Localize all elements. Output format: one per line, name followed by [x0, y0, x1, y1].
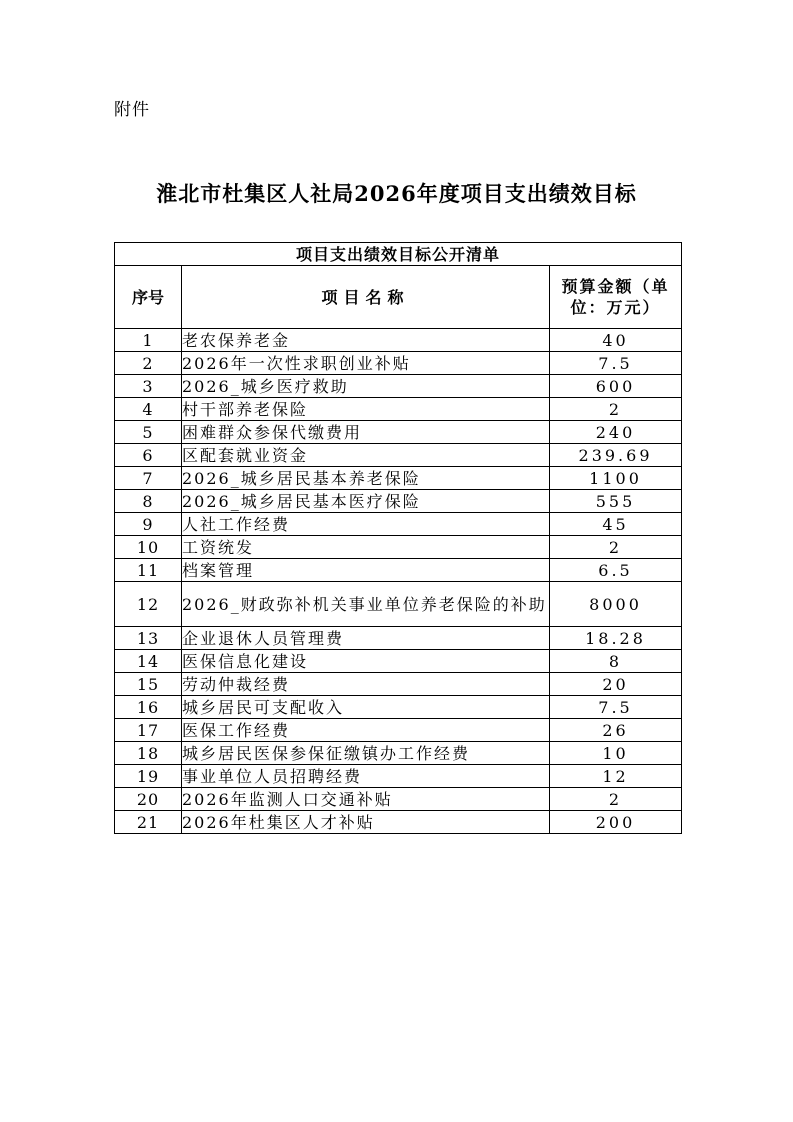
row-name-cell: 人社工作经费 [182, 513, 550, 536]
attachment-label: 附件 [114, 100, 150, 120]
table-body [115, 329, 682, 834]
row-budget-cell: 2 [550, 788, 682, 811]
row-budget-cell: 600 [550, 375, 682, 398]
table-row [115, 352, 682, 375]
table-row [115, 765, 682, 788]
row-name-cell: 2026_城乡居民基本医疗保险 [182, 490, 550, 513]
column-header-name: 项目名称 [182, 266, 550, 329]
table-row [115, 719, 682, 742]
row-name-cell: 事业单位人员招聘经费 [182, 765, 550, 788]
row-index-cell: 4 [115, 398, 182, 421]
row-index-cell: 16 [115, 696, 182, 719]
row-name-cell: 困难群众参保代缴费用 [182, 421, 550, 444]
row-index-cell: 13 [115, 627, 182, 650]
row-index-cell: 17 [115, 719, 182, 742]
row-index-cell: 14 [115, 650, 182, 673]
row-index-cell: 9 [115, 513, 182, 536]
row-budget-cell: 239.69 [550, 444, 682, 467]
row-index-cell: 20 [115, 788, 182, 811]
table-row [115, 582, 682, 627]
row-name-cell: 2026年一次性求职创业补贴 [182, 352, 550, 375]
row-index-cell: 18 [115, 742, 182, 765]
row-index-cell: 5 [115, 421, 182, 444]
row-budget-cell: 555 [550, 490, 682, 513]
row-index-cell: 7 [115, 467, 182, 490]
table-row [115, 398, 682, 421]
row-budget-cell: 7.5 [550, 352, 682, 375]
table-row [115, 650, 682, 673]
row-index-cell: 10 [115, 536, 182, 559]
row-name-cell: 城乡居民可支配收入 [182, 696, 550, 719]
table-row [115, 788, 682, 811]
row-budget-cell: 45 [550, 513, 682, 536]
row-name-cell: 档案管理 [182, 559, 550, 582]
row-name-cell: 2026_城乡医疗救助 [182, 375, 550, 398]
performance-target-table [114, 242, 682, 834]
table-row [115, 490, 682, 513]
column-header-budget: 预算金额（单位：万元） [550, 266, 682, 329]
row-name-cell: 村干部养老保险 [182, 398, 550, 421]
row-index-cell: 15 [115, 673, 182, 696]
row-index-cell: 2 [115, 352, 182, 375]
row-name-cell: 2026_财政弥补机关事业单位养老保险的补助 [182, 582, 550, 627]
row-budget-cell: 18.28 [550, 627, 682, 650]
table-row [115, 375, 682, 398]
table-row [115, 467, 682, 490]
row-budget-cell: 6.5 [550, 559, 682, 582]
row-index-cell: 21 [115, 811, 182, 834]
row-index-cell: 19 [115, 765, 182, 788]
row-budget-cell: 7.5 [550, 696, 682, 719]
table-row [115, 673, 682, 696]
row-name-cell: 医保信息化建设 [182, 650, 550, 673]
row-name-cell: 区配套就业资金 [182, 444, 550, 467]
table-row [115, 513, 682, 536]
row-index-cell: 12 [115, 582, 182, 627]
row-name-cell: 2026_城乡居民基本养老保险 [182, 467, 550, 490]
table-row [115, 536, 682, 559]
table-caption: 项目支出绩效目标公开清单 [115, 243, 682, 266]
row-budget-cell: 26 [550, 719, 682, 742]
row-index-cell: 8 [115, 490, 182, 513]
page-title: 淮北市杜集区人社局2026年度项目支出绩效目标 [156, 181, 637, 206]
row-budget-cell: 240 [550, 421, 682, 444]
row-budget-cell: 20 [550, 673, 682, 696]
row-index-cell: 3 [115, 375, 182, 398]
row-budget-cell: 2 [550, 536, 682, 559]
table-row [115, 627, 682, 650]
row-budget-cell: 10 [550, 742, 682, 765]
table-row [115, 444, 682, 467]
row-budget-cell: 40 [550, 329, 682, 352]
table-row [115, 421, 682, 444]
row-budget-cell: 8000 [550, 582, 682, 627]
row-index-cell: 11 [115, 559, 182, 582]
row-name-cell: 劳动仲裁经费 [182, 673, 550, 696]
row-name-cell: 2026年监测人口交通补贴 [182, 788, 550, 811]
table-row [115, 329, 682, 352]
row-name-cell: 企业退休人员管理费 [182, 627, 550, 650]
row-budget-cell: 200 [550, 811, 682, 834]
row-budget-cell: 2 [550, 398, 682, 421]
row-name-cell: 2026年杜集区人才补贴 [182, 811, 550, 834]
column-header-index: 序号 [115, 266, 182, 329]
row-budget-cell: 12 [550, 765, 682, 788]
row-index-cell: 1 [115, 329, 182, 352]
row-index-cell: 6 [115, 444, 182, 467]
table-row [115, 559, 682, 582]
row-budget-cell: 1100 [550, 467, 682, 490]
table-row [115, 696, 682, 719]
row-name-cell: 工资统发 [182, 536, 550, 559]
row-name-cell: 老农保养老金 [182, 329, 550, 352]
table-row [115, 742, 682, 765]
row-name-cell: 医保工作经费 [182, 719, 550, 742]
row-name-cell: 城乡居民医保参保征缴镇办工作经费 [182, 742, 550, 765]
row-budget-cell: 8 [550, 650, 682, 673]
table-row [115, 811, 682, 834]
